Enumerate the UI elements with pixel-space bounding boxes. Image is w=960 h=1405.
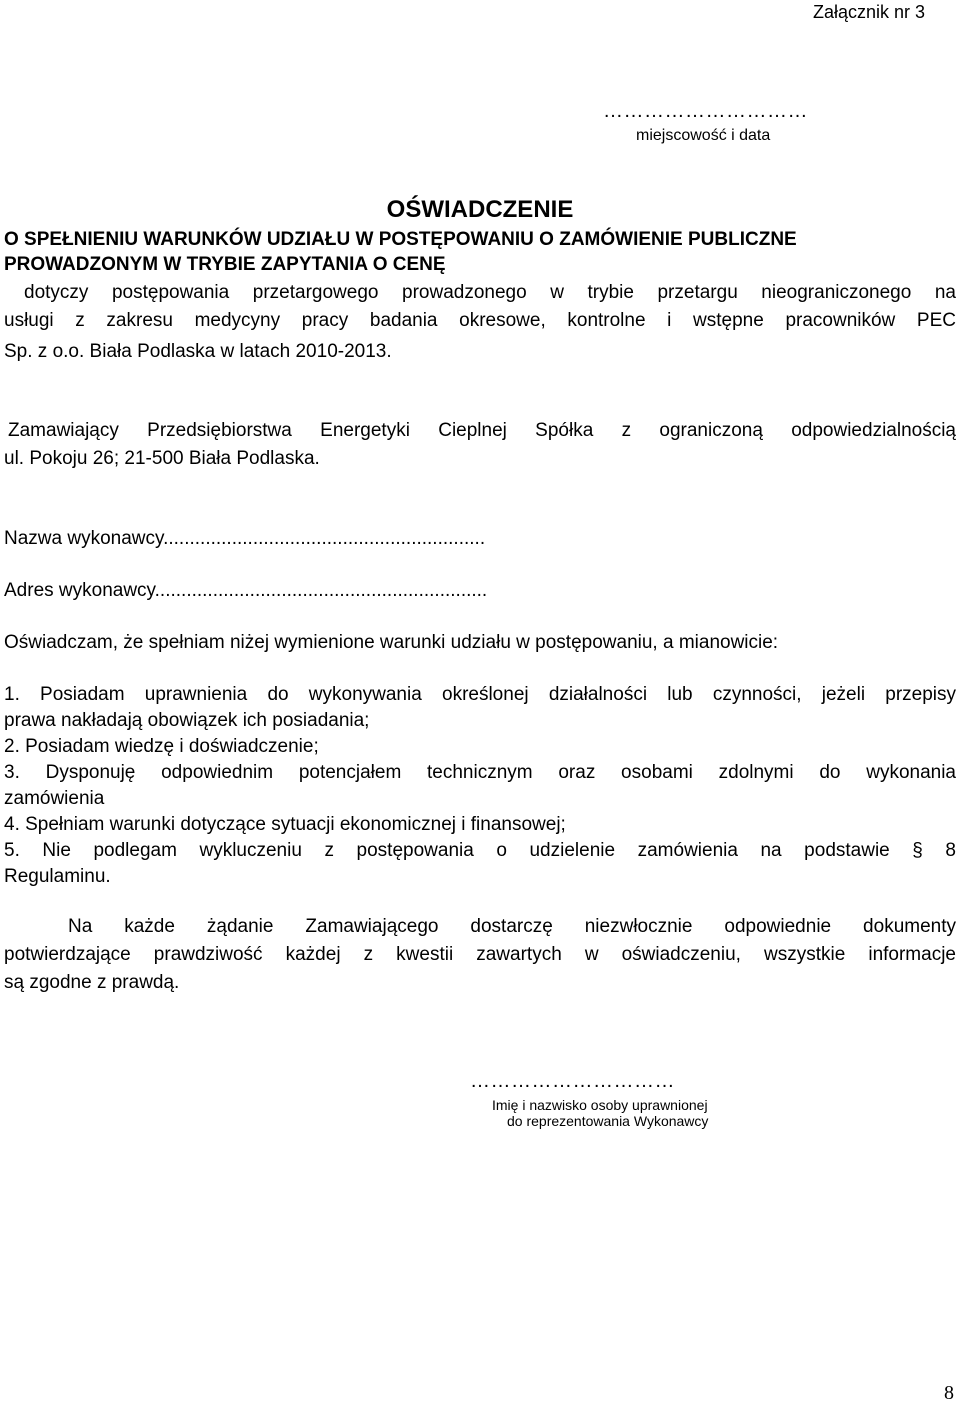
contractor-name-field: Nazwa wykonawcy............................................................. bbox=[4, 528, 486, 549]
subject-line3: Sp. z o.o. Biała Podlaska w latach 2010-2013. bbox=[4, 341, 392, 362]
condition-2: 2. Posiadam wiedzę i doświadczenie; bbox=[4, 736, 319, 757]
page-number: 8 bbox=[944, 1382, 954, 1404]
signature-line: ………………………… bbox=[470, 1070, 675, 1092]
declaration-intro: Oświadczam, że spełniam niżej wymienione warunki udziału w postępowaniu, a mianowicie: bbox=[4, 632, 779, 653]
closing-line3: są zgodne z prawdą. bbox=[4, 972, 180, 993]
annex-label: Załącznik nr 3 bbox=[812, 2, 925, 22]
document-subtitle-line1: O SPEŁNIENIU WARUNKÓW UDZIAŁU W POSTĘPOWANIU O ZAMÓWIENIE PUBLICZNE bbox=[4, 229, 797, 250]
document-subtitle-line2: PROWADZONYM W TRYBIE ZAPYTANIA O CENĘ bbox=[4, 254, 446, 275]
closing-line1: Na każde żądanie Zamawiającego dostarczę niezwłocznie odpowiednie dokumenty bbox=[68, 916, 956, 937]
condition-3-line2: zamówienia bbox=[4, 788, 105, 809]
place-date-line: ………………………… bbox=[603, 100, 808, 122]
condition-5-line1: 5. Nie podlegam wykluczeniu z postępowania o udzielenie zamówienia na podstawie § 8 bbox=[4, 840, 956, 861]
subject-line2: usługi z zakresu medycyny pracy badania okresowe, kontrolne i wstępne pracowników PEC bbox=[4, 310, 956, 331]
condition-1-line1: 1. Posiadam uprawnienia do wykonywania określonej działalności lub czynności, jeżeli przepisy bbox=[4, 684, 956, 705]
condition-5-line2: Regulaminu. bbox=[4, 866, 111, 887]
contractor-address-field: Adres wykonawcy............................................................... bbox=[4, 580, 488, 601]
signature-caption-line2: do reprezentowania Wykonawcy bbox=[507, 1113, 709, 1129]
contracting-party-line1: Zamawiający Przedsiębiorstwa Energetyki Cieplnej Spółka z ograniczoną odpowiedzialnością bbox=[8, 420, 956, 441]
signature-caption-line1: Imię i nazwisko osoby uprawnionej bbox=[492, 1097, 708, 1113]
place-date-caption: miejscowość i data bbox=[636, 127, 771, 144]
closing-line2: potwierdzające prawdziwość każdej z kwestii zawartych w oświadczeniu, wszystkie informacje bbox=[4, 944, 956, 965]
contracting-party-line2: ul. Pokoju 26; 21-500 Biała Podlaska. bbox=[4, 448, 320, 469]
condition-4: 4. Spełniam warunki dotyczące sytuacji ekonomicznej i finansowej; bbox=[4, 814, 566, 835]
subject-line1: dotyczy postępowania przetargowego prowadzonego w trybie przetargu nieograniczonego na bbox=[24, 282, 956, 303]
condition-1-line2: prawa nakładają obowiązek ich posiadania; bbox=[4, 710, 370, 731]
condition-3-line1: 3. Dysponuję odpowiednim potencjałem technicznym oraz osobami zdolnymi do wykonania bbox=[4, 762, 956, 783]
document-title: OŚWIADCZENIE bbox=[386, 196, 574, 223]
